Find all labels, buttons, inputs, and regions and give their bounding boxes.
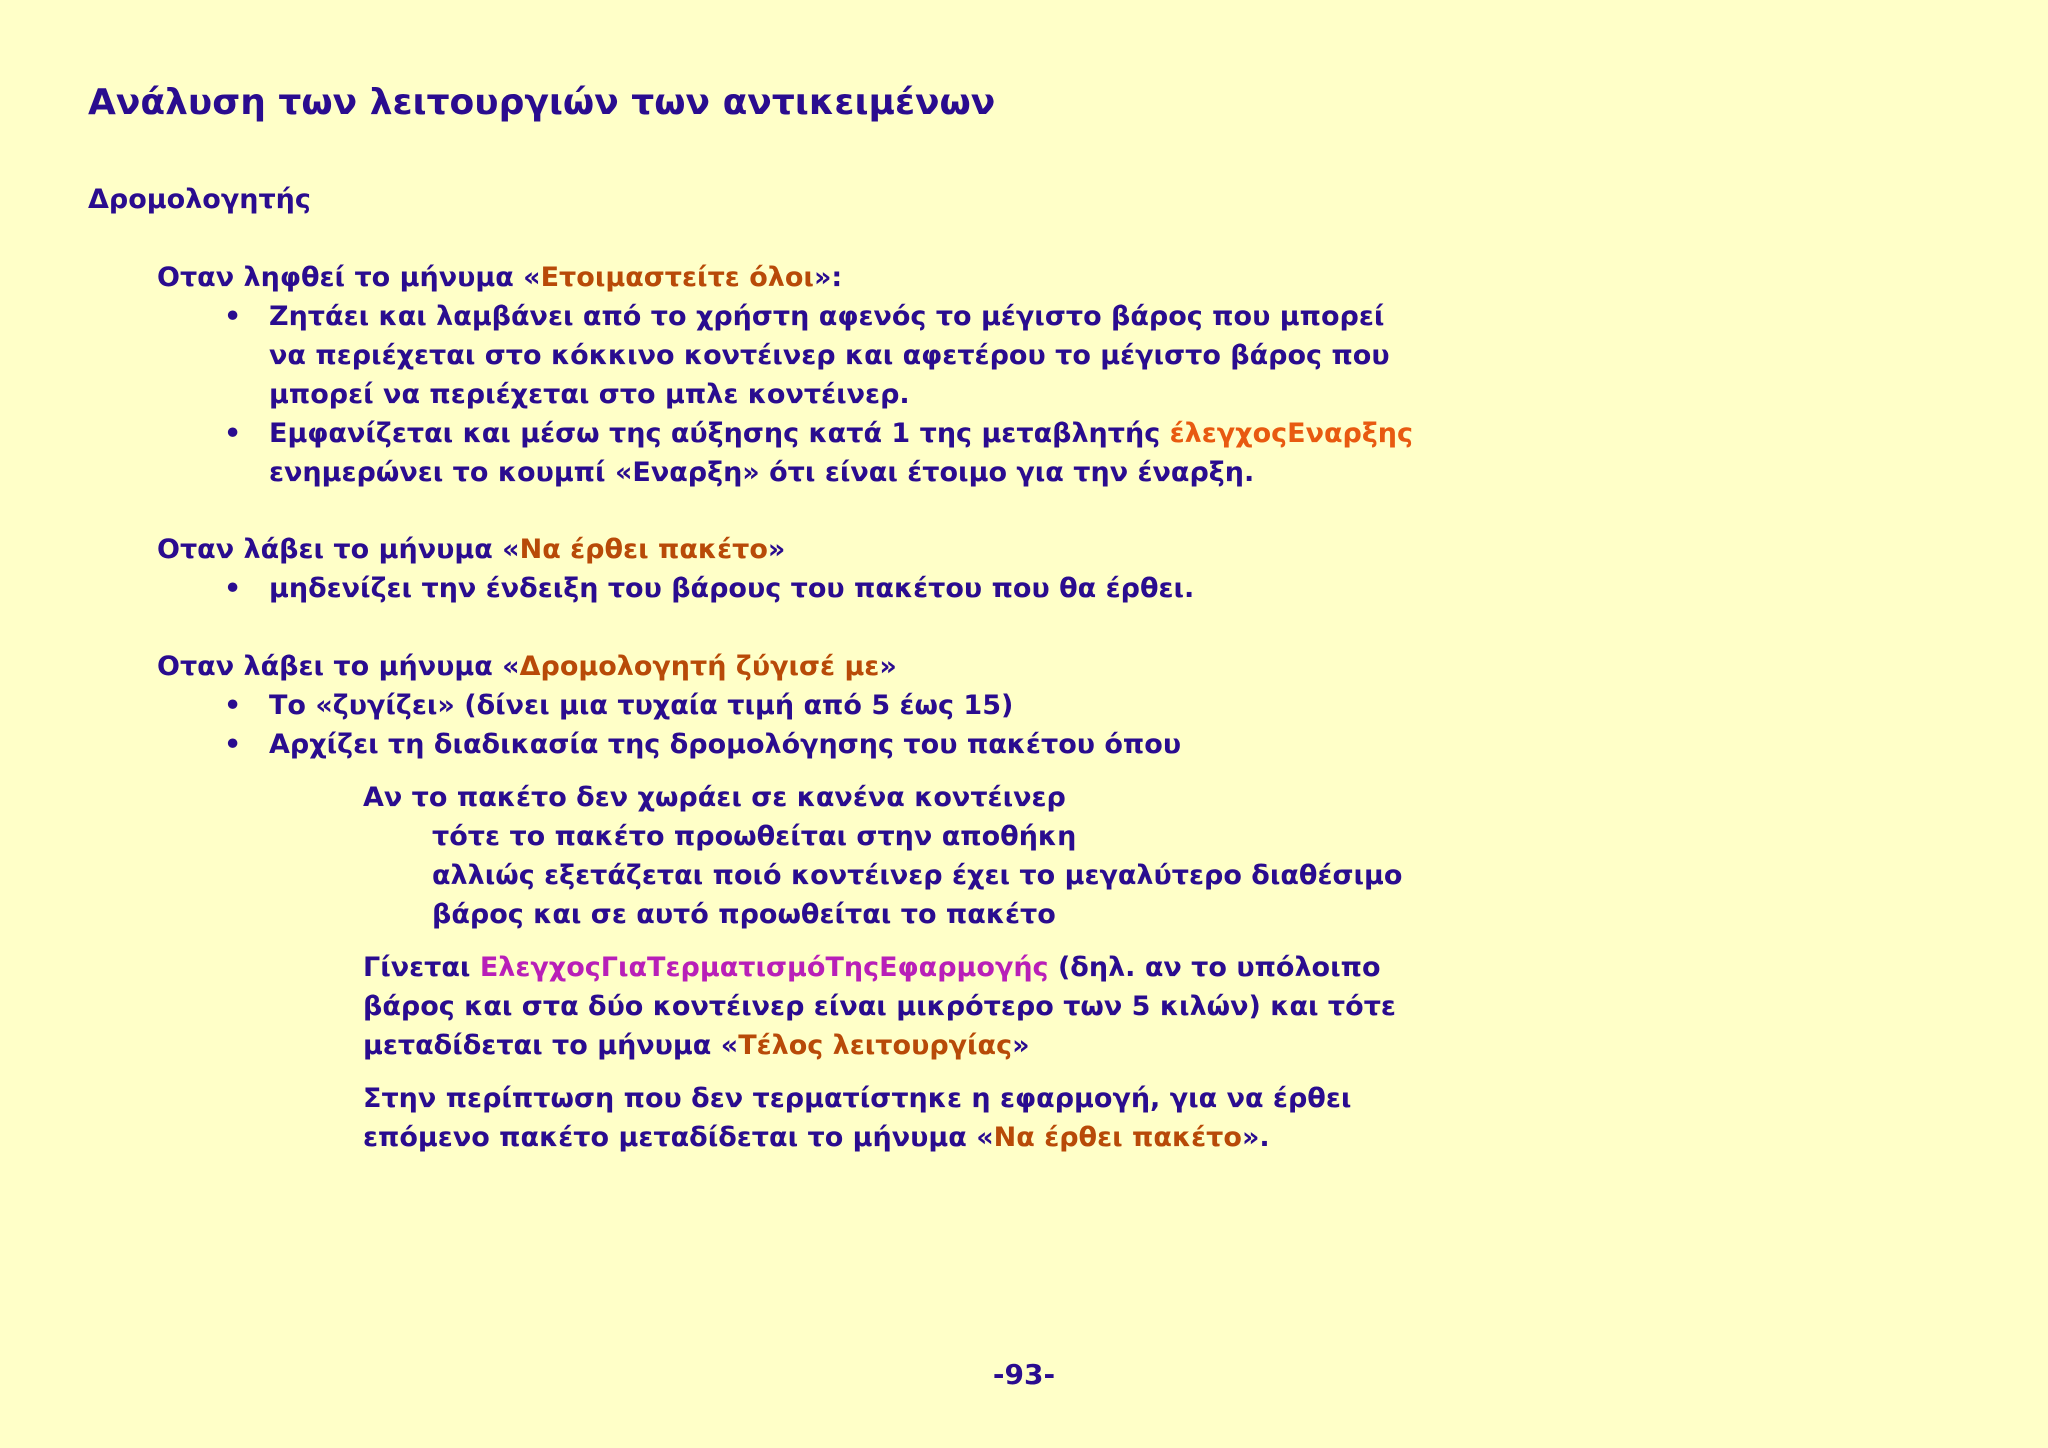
block1-intro-text: Οταν ληφθεί το μήνυμα « [157, 262, 541, 293]
block1-bullet2-line2: ενημερώνει το κουμπί «Εναρξη» ότι είναι έτοιμο για την έναρξη. [269, 457, 1255, 488]
block2-message: Να έρθει πακέτο [519, 534, 768, 565]
block3-bullet1: Το «ζυγίζει» (δίνει μια τυχαία τιμή από 5 έως 15) [269, 690, 1014, 721]
next-line1: Στην περίπτωση που δεν τερματίστηκε η εφαρμογή, για να έρθει [363, 1083, 1352, 1114]
section-heading: Δρομολογητής [88, 184, 311, 215]
block3-intro-text: Οταν λάβει το μήνυμα « [157, 651, 520, 682]
bullet-glyph: • [224, 418, 242, 449]
check-line2: βάρος και στα δύο κοντέινερ είναι μικρότερο των 5 κιλών) και τότε [363, 991, 1396, 1022]
check-line1 [363, 948, 1381, 987]
block2-bullet1: μηδενίζει την ένδειξη του βάρους του πακέτου που θα έρθει. [269, 573, 1195, 604]
bullet-glyph: • [224, 301, 242, 332]
end-message: Τέλος λειτουργίας [738, 1030, 1013, 1061]
next-message: Να έρθει πακέτο [993, 1122, 1242, 1153]
block1-intro [157, 258, 842, 297]
block2-intro-text: Οταν λάβει το μήνυμα « [157, 534, 520, 565]
block3-intro-end: » [879, 651, 897, 682]
check-line3 [363, 1026, 1030, 1065]
block1-bullet2-text: Εμφανίζεται και μέσω της αύξησης κατά 1 της μεταβλητής [269, 418, 1170, 449]
bullet-glyph: • [224, 690, 242, 721]
block3-intro [157, 647, 897, 686]
check-procedure-name: ΕλεγχοςΓιαΤερματισμόΤηςΕφαρμογής [479, 952, 1049, 983]
block3-message: Δρομολογητή ζύγισέ με [519, 651, 880, 682]
variable-name: έλεγχοςΕναρξης [1169, 418, 1414, 449]
then-line: τότε το πακέτο προωθείται στην αποθήκη [432, 821, 1077, 852]
check-text: Γίνεται [363, 952, 480, 983]
page-title: Ανάλυση των λειτουργιών των αντικειμένων [88, 82, 996, 123]
block1-bullet1-line3: μπορεί να περιέχεται στο μπλε κοντέινερ. [269, 379, 910, 410]
next-line2 [363, 1118, 1270, 1157]
else-line1: αλλιώς εξετάζεται ποιό κοντέινερ έχει το μεγαλύτερο διαθέσιμο [432, 860, 1403, 891]
bullet-glyph: • [224, 573, 242, 604]
block1-message: Ετοιμαστείτε όλοι [540, 262, 814, 293]
check-text-end: (δηλ. αν το υπόλοιπο [1048, 952, 1381, 983]
if-line: Αν το πακέτο δεν χωράει σε κανένα κοντέινερ [363, 782, 1066, 813]
next-line2-text: επόμενο πακέτο μεταδίδεται το μήνυμα « [363, 1122, 994, 1153]
block3-bullet2: Αρχίζει τη διαδικασία της δρομολόγησης του πακέτου όπου [269, 729, 1182, 760]
block1-bullet2-line1 [269, 414, 1413, 453]
next-line2-end: ». [1241, 1122, 1270, 1153]
check-line3-end: » [1012, 1030, 1030, 1061]
check-line3-text: μεταδίδεται το μήνυμα « [363, 1030, 739, 1061]
else-line2: βάρος και σε αυτό προωθείται το πακέτο [432, 899, 1056, 930]
block1-bullet1-line2: να περιέχεται στο κόκκινο κοντέινερ και αφετέρου το μέγιστο βάρος που [269, 340, 1390, 371]
bullet-glyph: • [224, 729, 242, 760]
block2-intro [157, 530, 785, 569]
block2-intro-end: » [767, 534, 786, 565]
block1-bullet1-line1: Ζητάει και λαμβάνει από το χρήστη αφενός το μέγιστο βάρος που μπορεί [269, 301, 1385, 332]
page-number: -93- [992, 1358, 1056, 1391]
block1-intro-end: »: [813, 262, 843, 293]
